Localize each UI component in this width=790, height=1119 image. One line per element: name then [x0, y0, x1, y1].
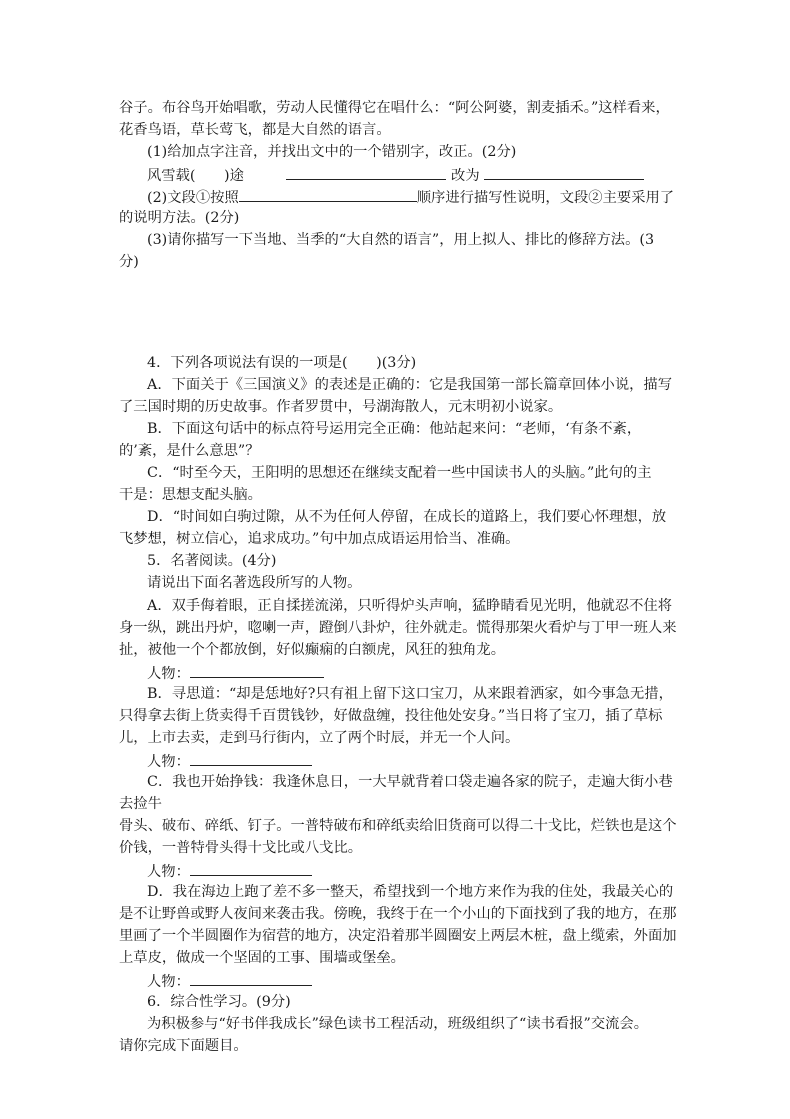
- passage-c: C．我也开始挣钱：我逢休息日，一大早就背着口袋走遍各家的院子，走遍大街小巷: [147, 774, 673, 790]
- person-label: 人物：: [147, 754, 190, 770]
- question-6-heading: 6．综合性学习。(9分): [147, 994, 291, 1010]
- text-line: 儿，上市去卖，走到马行街内，立了两个时辰，并无一个人问。: [119, 730, 520, 746]
- question-3-prompt: (3)请你描写一下当地、当季的“大自然的语言”，用上拟人、排比的修辞方法。(3: [147, 232, 655, 248]
- question-1-prompt: (1)给加点字注音，并找出文中的一个错别字，改正。(2分): [147, 144, 517, 160]
- text-line: 花香鸟语，草长莺飞，都是大自然的语言。: [119, 122, 391, 138]
- option-b: B．下面这句话中的标点符号运用完全正确：他站起来问：“老师，‘有条不紊，: [147, 421, 642, 437]
- person-answer-a: [147, 662, 324, 685]
- correction-label: 改为: [451, 168, 480, 184]
- pinyin-blank-label: 风雪载( )途: [147, 168, 244, 184]
- option-a: A．下面关于《三国演义》的表述是正确的：它是我国第一部长篇章回体小说，描写: [147, 377, 673, 393]
- person-answer-blank-c[interactable]: [190, 860, 312, 876]
- question-2-prompt-start: (2)文段①按照: [147, 190, 239, 206]
- person-answer-b: [147, 750, 312, 773]
- passage-a: A．双手侮着眼，正自揉搓流涕，只听得炉头声响，猛睁睛看见光明，他就忍不住将: [147, 598, 673, 614]
- text-line: 分): [119, 254, 139, 270]
- wrong-character-answer-blank[interactable]: [286, 164, 446, 180]
- person-label: 人物：: [147, 864, 190, 880]
- order-answer-blank[interactable]: [239, 186, 417, 202]
- question-5-heading: 5．名著阅读。(4分): [147, 553, 277, 569]
- text-line: 扯，被他一个个都放倒，好似癫痫的白额虎，风狂的独角龙。: [119, 642, 506, 658]
- option-d: D．“时间如白驹过隙，从不为任何人停留，在成长的道路上，我们要心怀理想，放: [147, 509, 667, 525]
- text-line: 的’紊，是什么意思”？: [119, 443, 260, 459]
- text-line: 里画了一个半圆圈作为宿营的地方，决定沿着那半圆圈安上两层木桩，盘上缆索，外面加: [119, 928, 677, 944]
- text-line: 上草皮，做成一个坚固的工事、围墙或堡垒。: [119, 950, 405, 966]
- correction-answer-blank[interactable]: [484, 164, 644, 180]
- person-answer-blank-d[interactable]: [190, 970, 312, 986]
- question-6-intro: 为积极参与“好书伴我成长”绿色读书工程活动，班级组织了“读书看报”交流会。: [147, 1016, 649, 1032]
- text-line: 是不让野兽或野人夜间来袭击我。傍晚，我终于在一个小山的下面找到了我的地方，在那: [119, 906, 677, 922]
- passage-b: B．寻思道：“却是恁地好?只有祖上留下这口宝刀，从来跟着洒家，如今事急无措，: [147, 686, 673, 702]
- question-5-instruction: 请说出下面名著选段所写的人物。: [147, 575, 362, 591]
- text-line: 只得拿去街上货卖得千百贯钱钞，好做盘缠，投往他处安身。”当日将了宝刀，插了草标: [119, 708, 663, 724]
- option-c: C．“时至今天，王阳明的思想还在继续支配着一些中国读书人的头脑。”此句的主: [147, 465, 652, 481]
- person-label: 人物：: [147, 974, 190, 990]
- text-line: 的说明方法。(2分): [119, 210, 240, 226]
- text-line: 去捡牛: [119, 796, 162, 812]
- text-line: 请你完成下面题目。: [119, 1038, 248, 1054]
- text-line: 干是：思想支配头脑。: [119, 487, 262, 503]
- text-line: 价钱，一普特骨头得十戈比或八戈比。: [119, 840, 363, 856]
- question-1-answer-line: [147, 164, 644, 187]
- question-2-prompt: [147, 186, 674, 209]
- text-line: 身一纵，跳出丹炉，唿喇一声，蹬倒八卦炉，往外就走。慌得那架火看炉与丁甲一班人来: [119, 620, 677, 636]
- text-line: 谷子。布谷鸟开始唱歌，劳动人民懂得它在唱什么：“阿公阿婆，割麦插禾。”这样看来，: [119, 100, 670, 116]
- person-answer-blank-b[interactable]: [190, 750, 312, 766]
- text-line: 飞梦想，树立信心，追求成功。”句中加点成语运用恰当、准确。: [119, 531, 520, 547]
- person-label: 人物：: [147, 666, 190, 682]
- question-2-prompt-end: 顺序进行描写性说明，文段②主要采用了: [416, 190, 675, 206]
- question-4-heading: 4．下列各项说法有误的一项是( )(3分): [147, 355, 417, 371]
- person-answer-blank-a[interactable]: [190, 662, 324, 678]
- text-line: 了三国时期的历史故事。作者罗贯中，号湖海散人，元末明初小说家。: [119, 399, 563, 415]
- person-answer-c: [147, 860, 312, 883]
- passage-d: D．我在海边上跑了差不多一整天，希望找到一个地方来作为我的住处，我最关心的: [147, 884, 674, 900]
- person-answer-d: [147, 970, 312, 993]
- text-line: 骨头、破布、碎纸、钉子。一普特破布和碎纸卖给旧货商可以得二十戈比，烂铁也是这个: [119, 818, 677, 834]
